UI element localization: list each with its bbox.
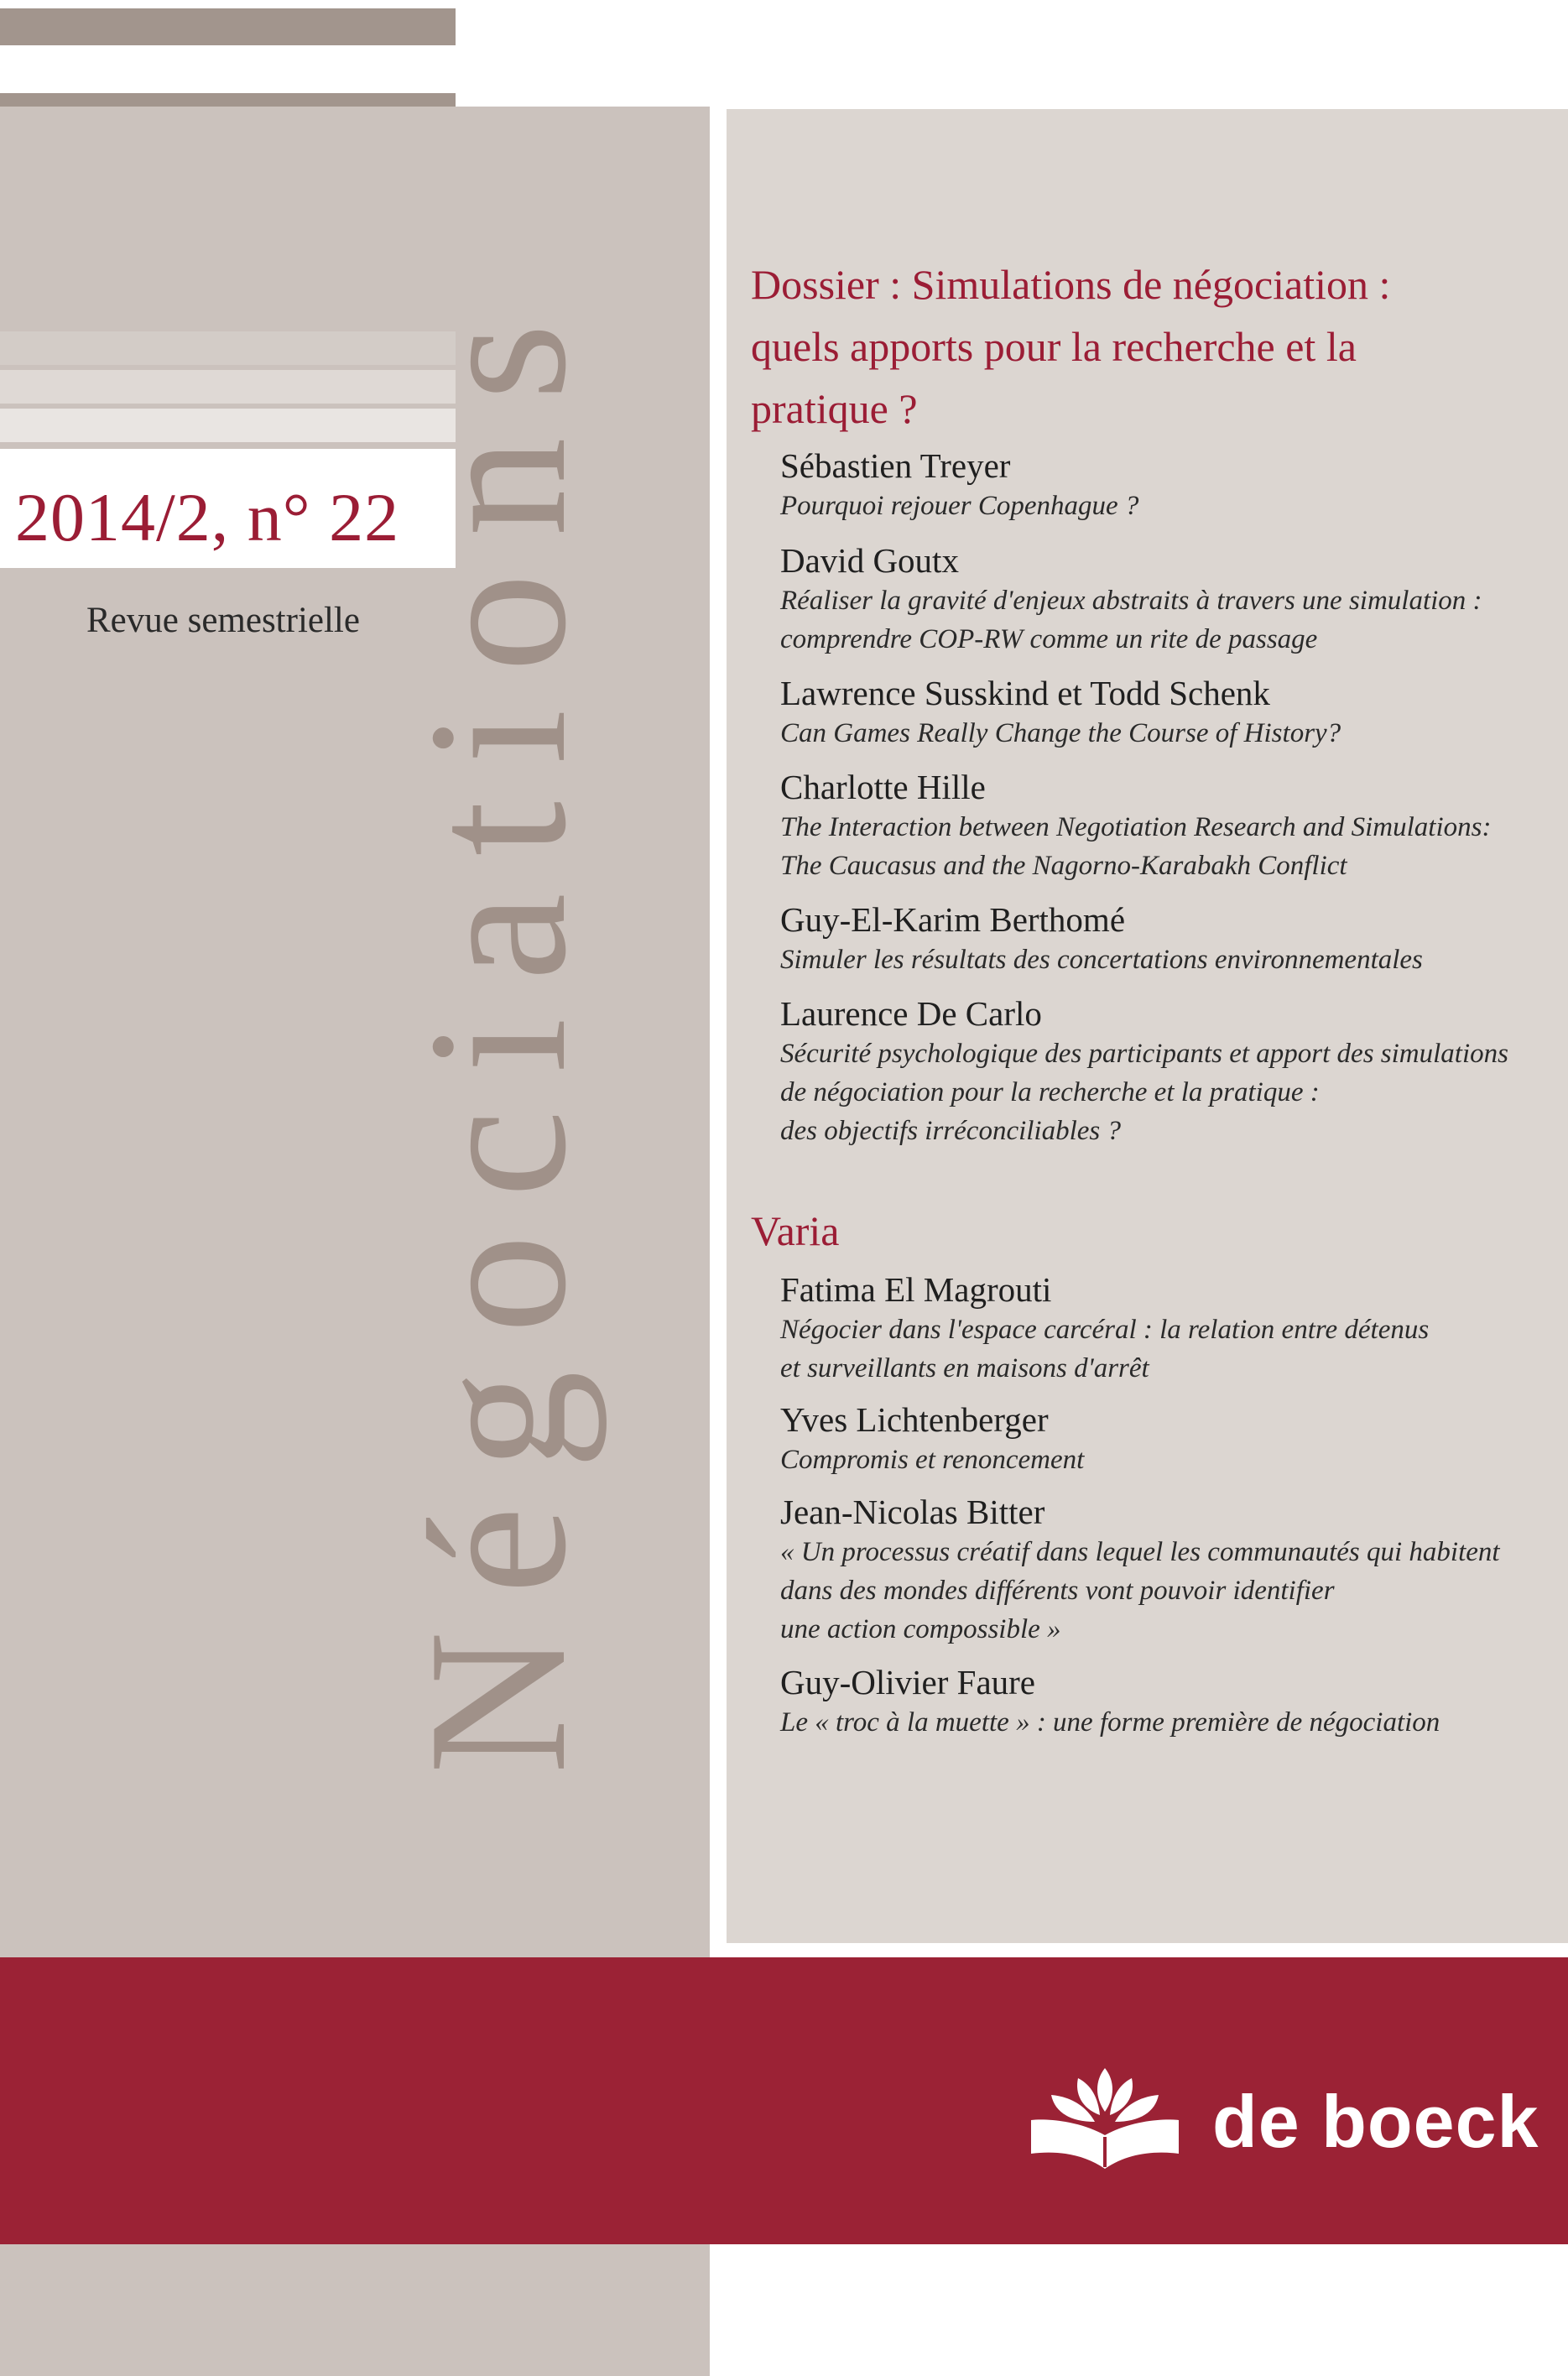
toc-entry <box>780 899 1535 979</box>
article-title <box>780 714 1535 753</box>
issue-number: 2014/2, n° 22 <box>15 479 400 555</box>
article-author: Guy-El-Karim Berthomé <box>780 900 1126 939</box>
article-author: David Goutx <box>780 541 959 580</box>
article-title-line: Can Games Really Change the Course of History? <box>780 718 1341 748</box>
article-title-line: Réaliser la gravité d'enjeux abstraits à travers une simulation : <box>780 586 1482 616</box>
publication-frequency: Revue semestrielle <box>86 601 360 640</box>
article-title <box>780 940 1535 979</box>
article-title-line: The Interaction between Negotiation Research and Simulations: <box>780 812 1492 842</box>
dossier-title-line: quels apports pour la recherche et la <box>751 323 1357 370</box>
dossier-title <box>751 253 1548 440</box>
article-title-line: une action compossible » <box>780 1614 1061 1644</box>
article-title-line: et surveillants en maisons d'arrêt <box>780 1353 1149 1383</box>
article-title <box>780 1310 1535 1388</box>
article-title-line: « Un processus créatif dans lequel les communautés qui habitent <box>780 1537 1500 1567</box>
article-author: Guy-Olivier Faure <box>780 1663 1035 1701</box>
varia-title: Varia <box>751 1207 840 1254</box>
toc-entry <box>780 445 1535 525</box>
article-title <box>780 487 1535 525</box>
article-title-line: The Caucasus and the Nagorno-Karabakh Conflict <box>780 851 1347 881</box>
article-title-line: Le « troc à la muette » : une forme première de négociation <box>780 1707 1440 1738</box>
article-author: Lawrence Susskind et Todd Schenk <box>780 674 1270 712</box>
toc-entry <box>780 1399 1535 1479</box>
article-author: Sébastien Treyer <box>780 446 1011 485</box>
article-title <box>780 581 1535 659</box>
article-title-line: Simuler les résultats des concertations environnementales <box>780 945 1423 975</box>
book-leaves-icon <box>1028 2060 1183 2177</box>
header-stripe <box>0 8 456 45</box>
article-title-line: des objectifs irréconciliables ? <box>780 1116 1122 1146</box>
toc-entry <box>780 766 1535 885</box>
article-title-line: Compromis et renoncement <box>780 1445 1085 1475</box>
toc-entry <box>780 993 1535 1150</box>
toc-entry <box>780 1491 1535 1649</box>
article-title <box>780 1533 1535 1649</box>
toc-entry <box>780 1661 1535 1742</box>
article-author: Charlotte Hille <box>780 768 986 806</box>
article-title <box>780 808 1535 885</box>
article-title-line: comprendre COP-RW comme un rite de passage <box>780 624 1318 654</box>
article-title-line: de négociation pour la recherche et la pratique : <box>780 1077 1320 1107</box>
article-author: Fatima El Magrouti <box>780 1270 1052 1309</box>
dossier-title-line: pratique ? <box>751 385 918 432</box>
article-title-line: Pourquoi rejouer Copenhague ? <box>780 491 1139 521</box>
article-title-line: Sécurité psychologique des participants et apport des simulations <box>780 1039 1508 1069</box>
dossier-title-line: Dossier : Simulations de négociation : <box>751 261 1391 308</box>
article-title-line: Négocier dans l'espace carcéral : la relation entre détenus <box>780 1315 1430 1345</box>
article-author: Laurence De Carlo <box>780 994 1042 1033</box>
article-author: Jean-Nicolas Bitter <box>780 1493 1045 1531</box>
article-title <box>780 1703 1535 1742</box>
article-title <box>780 1034 1535 1150</box>
article-title <box>780 1441 1535 1479</box>
toc-entry <box>780 1269 1535 1388</box>
article-title-line: dans des mondes différents vont pouvoir identifier <box>780 1576 1335 1606</box>
toc-entry <box>780 539 1535 659</box>
journal-title: Négociations <box>388 286 607 1774</box>
toc-entry <box>780 672 1535 753</box>
publisher-name: de boeck <box>1212 2080 1539 2163</box>
article-author: Yves Lichtenberger <box>780 1400 1049 1439</box>
